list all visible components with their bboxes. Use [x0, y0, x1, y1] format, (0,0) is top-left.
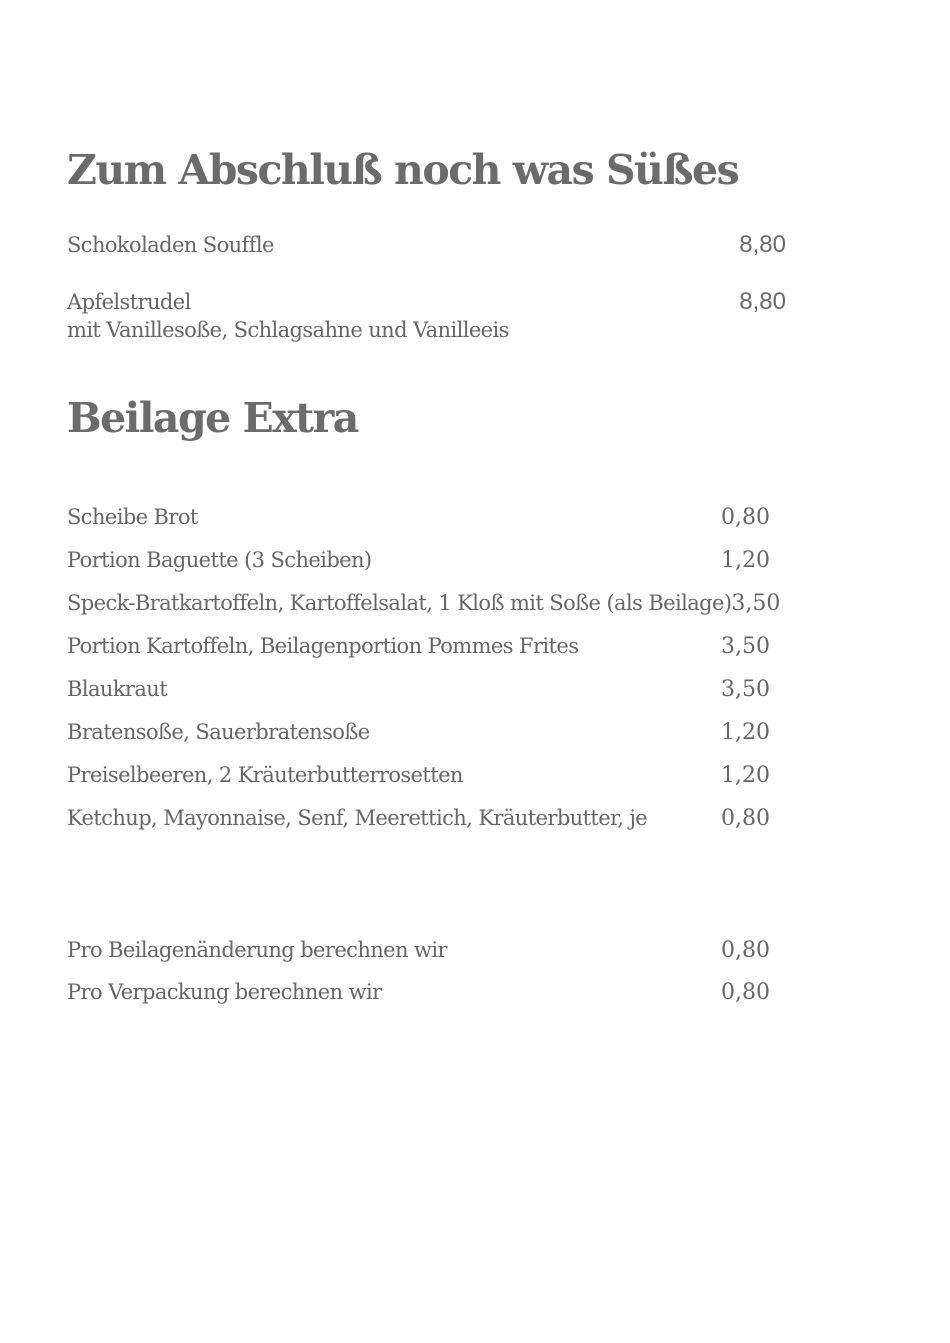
item-name: Speck-Bratkartoffeln, Kartoffelsalat, 1 Kloß mit Soße (als Beilage) — [67, 591, 732, 615]
item-price: 1,20 — [721, 548, 770, 573]
section-title-beilage: Beilage Extra — [67, 394, 358, 442]
note-name: Pro Beilagenänderung berechnen wir — [67, 938, 447, 962]
menu-item-row — [67, 547, 770, 574]
menu-item-row — [67, 232, 786, 258]
item-price: 3,50 — [721, 634, 770, 659]
item-price: 0,80 — [721, 505, 770, 530]
menu-item-row — [67, 590, 781, 617]
menu-item-row — [67, 762, 770, 789]
menu-item-row — [67, 633, 770, 660]
item-price: 0,80 — [721, 806, 770, 831]
note-row — [67, 937, 770, 964]
item-price: 8,80 — [739, 288, 786, 315]
item-name: Schokoladen Souffle — [67, 233, 274, 257]
menu-item-row — [67, 805, 770, 832]
item-name: Ketchup, Mayonnaise, Senf, Meerettich, Kräuterbutter, je — [67, 806, 648, 830]
item-price: 8,80 — [739, 231, 786, 258]
item-name: Scheibe Brot — [67, 505, 198, 529]
item-name: Apfelstrudel — [67, 290, 191, 314]
item-name: Portion Baguette (3 Scheiben) — [67, 548, 372, 572]
item-name: Preiselbeeren, 2 Kräuterbutterrosetten — [67, 763, 463, 787]
menu-item-row — [67, 289, 786, 315]
menu-item-row — [67, 719, 770, 746]
item-description: mit Vanillesoße, Schlagsahne und Vanilleeis — [67, 318, 509, 342]
item-price: 3,50 — [721, 677, 770, 702]
note-price: 0,80 — [721, 980, 770, 1005]
item-name: Blaukraut — [67, 677, 168, 701]
section-title-desserts: Zum Abschluß noch was Süßes — [67, 146, 739, 194]
item-price: 3,50 — [731, 591, 781, 616]
item-price: 1,20 — [721, 763, 770, 788]
note-price: 0,80 — [721, 938, 770, 963]
item-price: 1,20 — [721, 720, 770, 745]
note-name: Pro Verpackung berechnen wir — [67, 980, 382, 1004]
item-name: Bratensoße, Sauerbratensoße — [67, 720, 370, 744]
item-name: Portion Kartoffeln, Beilagenportion Pommes Frites — [67, 634, 579, 658]
menu-item-row — [67, 676, 770, 703]
note-row — [67, 979, 770, 1006]
menu-item-row — [67, 504, 770, 531]
